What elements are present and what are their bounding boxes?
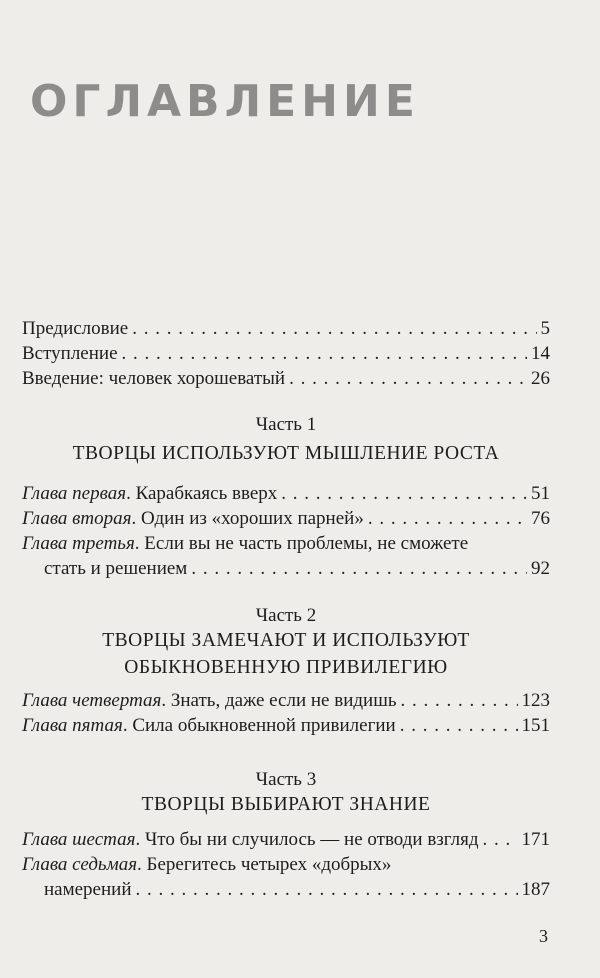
part-2-heading: Часть 2 (255, 605, 317, 626)
chapter-number: Глава третья (22, 533, 135, 554)
toc-page-number: 5 (540, 318, 550, 339)
toc-entry-chapter-2[interactable] (22, 506, 550, 531)
part-title-line: ТВОРЦЫ ВЫБИРАЮТ ЗНАНИЕ (141, 794, 431, 815)
toc-front-matter (22, 316, 550, 391)
dot-leader (191, 556, 527, 581)
chapter-title: . Сила обыкновенной привилегии (122, 715, 396, 736)
chapter-number: Глава шестая (22, 829, 136, 850)
chapter-number: Глава пятая (22, 715, 123, 736)
toc-page-number: 187 (521, 879, 550, 900)
part-2-title (22, 627, 550, 681)
toc-entry-label: Предисловие (22, 318, 129, 339)
dot-leader (132, 316, 536, 341)
toc-part-2-chapters (22, 688, 550, 738)
part-title-line: ТВОРЦЫ ЗАМЕЧАЮТ И ИСПОЛЬЗУЮТ (102, 630, 470, 651)
chapter-number: Глава вторая (22, 508, 132, 529)
part-title-line: ТВОРЦЫ ИСПОЛЬЗУЮТ МЫШЛЕНИЕ РОСТА (72, 443, 500, 464)
part-title-line: ОБЫКНОВЕННУЮ ПРИВИЛЕГИЮ (124, 657, 448, 678)
part-1-title (22, 440, 550, 467)
toc-page-number: 151 (521, 715, 550, 736)
page-number: 3 (539, 926, 548, 946)
part-3-heading: Часть 3 (255, 769, 317, 790)
chapter-title: . Один из «хороших парней» (131, 508, 364, 529)
toc-entry-chapter-4[interactable] (22, 688, 550, 713)
toc-entry-introduction[interactable] (22, 366, 550, 391)
toc-entry-chapter-1[interactable] (22, 481, 550, 506)
chapter-title: . Знать, даже если не видишь (161, 690, 397, 711)
dot-leader (400, 713, 518, 738)
chapter-number: Глава четвертая (22, 690, 162, 711)
dot-leader (483, 827, 518, 852)
toc-page-number: 123 (521, 690, 550, 711)
toc-page-number: 51 (531, 483, 550, 504)
toc-page-number: 76 (531, 508, 550, 529)
toc-entry-label: Введение: человек хорошеватый (22, 368, 286, 389)
chapter-number: Глава первая (22, 483, 127, 504)
chapter-title: . Если вы не часть проблемы, не сможете (134, 533, 469, 554)
toc-entry-label: Вступление (22, 343, 118, 364)
toc-page-number: 14 (531, 343, 550, 364)
toc-page-number: 92 (531, 558, 550, 579)
chapter-title: . Что бы ни случилось — не отводи взгляд (135, 829, 479, 850)
toc-entry-chapter-6[interactable] (22, 827, 550, 852)
chapter-number: Глава седьмая (22, 854, 138, 875)
dot-leader (136, 877, 518, 902)
toc-part-1-chapters (22, 481, 550, 581)
page-title: ОГЛАВЛЕНИЕ (30, 76, 420, 127)
toc-entry-chapter-3[interactable] (22, 531, 550, 581)
chapter-title: . Карабкаясь вверх (126, 483, 278, 504)
dot-leader (122, 341, 527, 366)
dot-leader (289, 366, 527, 391)
part-1-heading: Часть 1 (255, 414, 317, 435)
chapter-title-continued: намерений (44, 879, 132, 900)
chapter-title-continued: стать и решением (44, 558, 188, 579)
toc-entry-foreword[interactable] (22, 341, 550, 366)
toc-page-number: 26 (531, 368, 550, 389)
toc-entry-preface[interactable] (22, 316, 550, 341)
dot-leader (401, 688, 518, 713)
toc-part-3-chapters (22, 827, 550, 902)
part-3-title (22, 791, 550, 818)
toc-entry-chapter-5[interactable] (22, 713, 550, 738)
chapter-title: . Берегитесь четырех «добрых» (137, 854, 392, 875)
dot-leader (368, 506, 527, 531)
dot-leader (281, 481, 527, 506)
toc-page-number: 171 (521, 829, 550, 850)
toc-entry-chapter-7[interactable] (22, 852, 550, 902)
